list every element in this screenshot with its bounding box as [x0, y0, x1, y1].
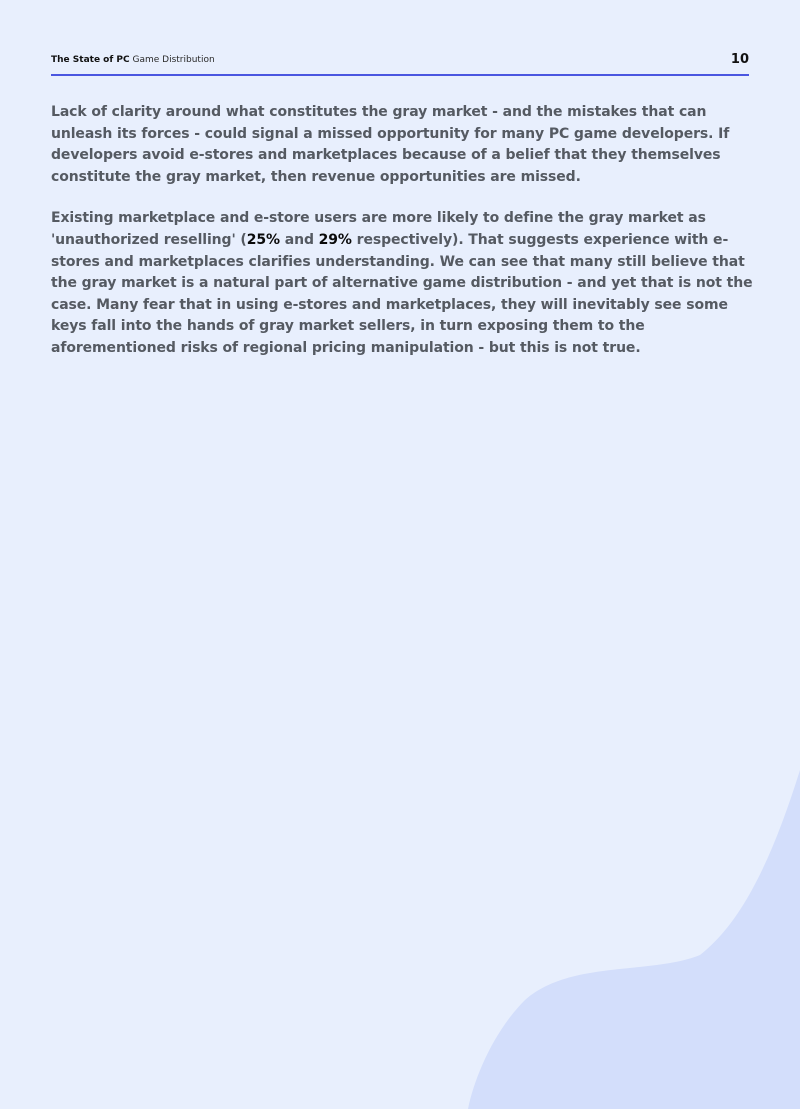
paragraph-gray-market-clarity: Lack of clarity around what constitutes the gray market - and the mistakes that can unleash its forces - could signal a missed opportunity for many PC game developers. If developers avoid e-stores and marketplaces because of a belief that they themselves constitute the gray market, then revenue opportunities are missed.: [51, 104, 730, 185]
wave-background: [468, 770, 800, 1109]
paragraph-text-part: respectively). That suggests experience with e-stores and marketplaces clarifies understanding. We can see that many still believe that the gray market is a natural part of alternative game distribution - and yet that is not the case. Many fear that in using e-stores and marketplaces, they will inevitably see some keys fall into the hands of gray market sellers, in turn exposing them to the aforementioned risks of regional pricing manipulation - but this is not true.: [51, 231, 753, 356]
stat-marketplace-percent: 25%: [246, 231, 280, 248]
paragraph-text-part: Existing marketplace and e-store users are more likely to define the gray market as 'unauthorized reselling' (: [51, 210, 706, 248]
paragraph-marketplace-users: [51, 208, 759, 359]
document-title: [51, 55, 215, 65]
page-header: [51, 52, 749, 76]
body-content: [51, 102, 759, 380]
stat-estore-percent: 29%: [318, 231, 352, 248]
page-number: 10: [730, 52, 749, 67]
document-title-bold: The State of PC: [51, 55, 130, 65]
paragraph-text-part: and: [279, 231, 319, 248]
document-title-rest: Game Distribution: [132, 55, 215, 65]
